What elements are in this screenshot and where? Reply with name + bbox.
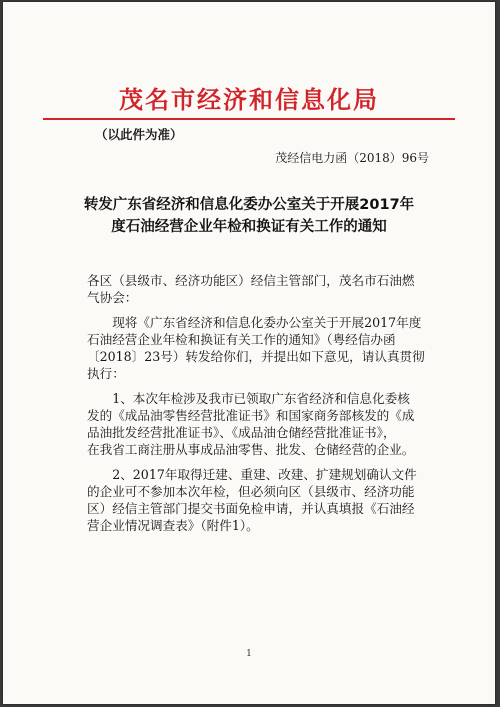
letterhead-title: 茂名市经济和信息化局 <box>119 85 379 114</box>
item1-line: 发的《成品油零售经营批准证书》和国家商务部核发的《成 <box>87 408 415 423</box>
stamp-note: （以此件为准） <box>95 127 183 142</box>
document-page <box>3 2 495 704</box>
letterhead-red-line <box>43 118 455 120</box>
salutation-line: 各区（县级市、经济功能区）经信主管部门，茂名市石油燃 <box>87 273 415 288</box>
salutation-line: 气协会： <box>87 290 138 305</box>
item1-line: 在我省工商注册从事成品油零售、批发、仓储经营的企业。 <box>87 442 415 457</box>
item2-line: 区）经信主管部门提交书面免检申请，并认真填报《石油经 <box>87 501 415 516</box>
intro-line: 〔2018〕23号）转发给你们，并提出如下意见，请认真贯彻 <box>87 349 425 364</box>
item1-line: 品油批发经营批准证书》、《成品油仓储经营批准证书》， <box>87 425 396 440</box>
intro-line: 执行： <box>87 366 125 381</box>
document-number: 茂经信电力函（2018）96号 <box>275 151 429 165</box>
item2-line: 营企业情况调查表》（附件1）。 <box>87 518 259 533</box>
title-line: 转发广东省经济和信息化委办公室关于开展2017年 <box>83 197 415 213</box>
item2-line: 的企业可不参加本次年检，但必须向区（县级市、经济功能 <box>87 484 415 499</box>
intro-line: 现将《广东省经济和信息化委办公室关于开展2017年度 <box>87 315 422 330</box>
item2-line: 2、2017年取得迁建、重建、改建、扩建规划确认文件 <box>87 467 417 482</box>
document-body <box>87 272 439 534</box>
intro-line: 石油经营企业年检和换证有关工作的通知》（粤经信办函 <box>87 332 396 347</box>
title-line: 度石油经营企业年检和换证有关工作的通知 <box>111 219 387 235</box>
item1-line: 1、本次年检涉及我市已领取广东省经济和信息化委核 <box>87 391 410 406</box>
document-title <box>43 194 455 238</box>
page-number: 1 <box>246 649 252 659</box>
